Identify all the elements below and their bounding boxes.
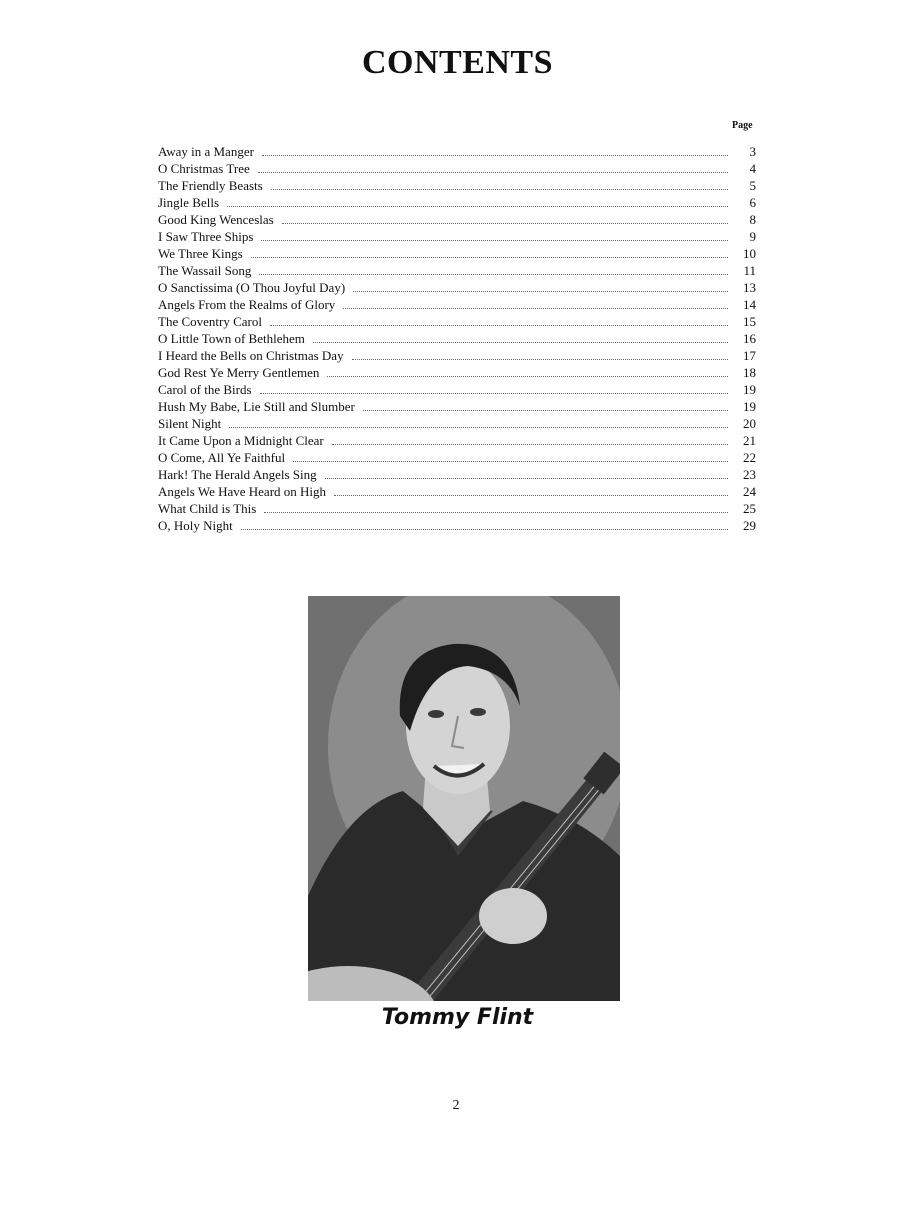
- toc-entry: [158, 449, 756, 466]
- toc-entry-title: O Christmas Tree: [158, 161, 250, 176]
- dot-leader: [313, 341, 728, 343]
- toc-entry-page: 23: [743, 467, 756, 482]
- toc-entry: [158, 228, 756, 245]
- table-of-contents: [158, 143, 756, 534]
- toc-entry-page: 25: [743, 501, 756, 516]
- dot-leader: [327, 375, 728, 377]
- toc-entry-title: Away in a Manger: [158, 144, 254, 159]
- dot-leader: [332, 443, 728, 445]
- dot-leader: [343, 307, 728, 309]
- toc-entry-title: O, Holy Night: [158, 518, 233, 533]
- toc-entry-page: 4: [749, 161, 756, 176]
- toc-entry-title: Jingle Bells: [158, 195, 220, 210]
- dot-leader: [259, 273, 728, 275]
- dot-leader: [229, 426, 728, 428]
- toc-entry: [158, 245, 756, 262]
- toc-entry-title: The Friendly Beasts: [158, 178, 263, 193]
- toc-entry-title: Good King Wenceslas: [158, 212, 274, 227]
- toc-entry-page: 11: [743, 263, 756, 278]
- dot-leader: [353, 290, 728, 292]
- toc-entry: [158, 194, 756, 211]
- toc-entry: [158, 398, 756, 415]
- toc-entry: [158, 262, 756, 279]
- toc-entry-page: 13: [743, 280, 756, 295]
- dot-leader: [227, 205, 728, 207]
- toc-entry: [158, 279, 756, 296]
- toc-entry-title: O Little Town of Bethlehem: [158, 331, 305, 346]
- dot-leader: [363, 409, 728, 411]
- toc-entry: [158, 415, 756, 432]
- toc-entry-title: I Saw Three Ships: [158, 229, 254, 244]
- toc-entry-title: O Come, All Ye Faithful: [158, 450, 286, 465]
- toc-entry: [158, 347, 756, 364]
- dot-leader: [270, 324, 728, 326]
- toc-entry-title: Silent Night: [158, 416, 222, 431]
- toc-entry-title: Carol of the Birds: [158, 382, 252, 397]
- toc-entry: [158, 211, 756, 228]
- author-photo: [308, 596, 620, 1001]
- toc-entry-page: 24: [743, 484, 756, 499]
- toc-entry-title: Angels From the Realms of Glory: [158, 297, 336, 312]
- toc-entry-page: 6: [749, 195, 756, 210]
- toc-entry: [158, 313, 756, 330]
- dot-leader: [251, 256, 728, 258]
- page-number: 2: [452, 1098, 460, 1113]
- toc-entry: [158, 160, 756, 177]
- toc-entry: [158, 500, 756, 517]
- toc-entry-page: 15: [743, 314, 756, 329]
- toc-entry: [158, 364, 756, 381]
- toc-entry-title: Hush My Babe, Lie Still and Slumber: [158, 399, 355, 414]
- dot-leader: [282, 222, 728, 224]
- toc-entry-title: God Rest Ye Merry Gentlemen: [158, 365, 320, 380]
- toc-entry: [158, 432, 756, 449]
- toc-entry-title: Angels We Have Heard on High: [158, 484, 327, 499]
- toc-entry-title: The Coventry Carol: [158, 314, 262, 329]
- toc-entry-title: I Heard the Bells on Christmas Day: [158, 348, 344, 363]
- toc-entry-title: O Sanctissima (O Thou Joyful Day): [158, 280, 346, 295]
- toc-entry: [158, 466, 756, 483]
- toc-entry-page: 17: [743, 348, 756, 363]
- dot-leader: [258, 171, 728, 173]
- toc-entry: [158, 177, 756, 194]
- toc-entry-page: 10: [743, 246, 756, 261]
- toc-entry-page: 19: [743, 382, 756, 397]
- toc-entry: [158, 517, 756, 534]
- toc-entry-title: What Child is This: [158, 501, 257, 516]
- toc-entry-title: We Three Kings: [158, 246, 243, 261]
- toc-entry: [158, 483, 756, 500]
- toc-entry-page: 29: [743, 518, 756, 533]
- toc-entry-page: 9: [749, 229, 756, 244]
- dot-leader: [334, 494, 728, 496]
- photo-caption: Tommy Flint: [381, 1005, 534, 1030]
- toc-entry-title: Hark! The Herald Angels Sing: [158, 467, 317, 482]
- page-column-label: Page: [732, 120, 753, 131]
- dot-leader: [261, 239, 728, 241]
- toc-entry-title: It Came Upon a Midnight Clear: [158, 433, 324, 448]
- dot-leader: [264, 511, 728, 513]
- toc-entry-page: 20: [743, 416, 756, 431]
- dot-leader: [352, 358, 728, 360]
- dot-leader: [325, 477, 728, 479]
- toc-entry-page: 22: [743, 450, 756, 465]
- toc-entry: [158, 330, 756, 347]
- toc-entry-page: 5: [749, 178, 756, 193]
- toc-entry-title: The Wassail Song: [158, 263, 252, 278]
- toc-entry-page: 14: [743, 297, 756, 312]
- dot-leader: [241, 528, 728, 530]
- toc-entry-page: 3: [749, 144, 756, 159]
- toc-entry: [158, 296, 756, 313]
- toc-entry: [158, 381, 756, 398]
- toc-entry-page: 19: [743, 399, 756, 414]
- dot-leader: [262, 154, 728, 156]
- page-title: CONTENTS: [361, 44, 554, 81]
- toc-entry-page: 8: [749, 212, 756, 227]
- toc-entry-page: 16: [743, 331, 756, 346]
- toc-entry-page: 21: [743, 433, 756, 448]
- dot-leader: [260, 392, 728, 394]
- dot-leader: [293, 460, 728, 462]
- dot-leader: [271, 188, 728, 190]
- toc-entry-page: 18: [743, 365, 756, 380]
- toc-entry: [158, 143, 756, 160]
